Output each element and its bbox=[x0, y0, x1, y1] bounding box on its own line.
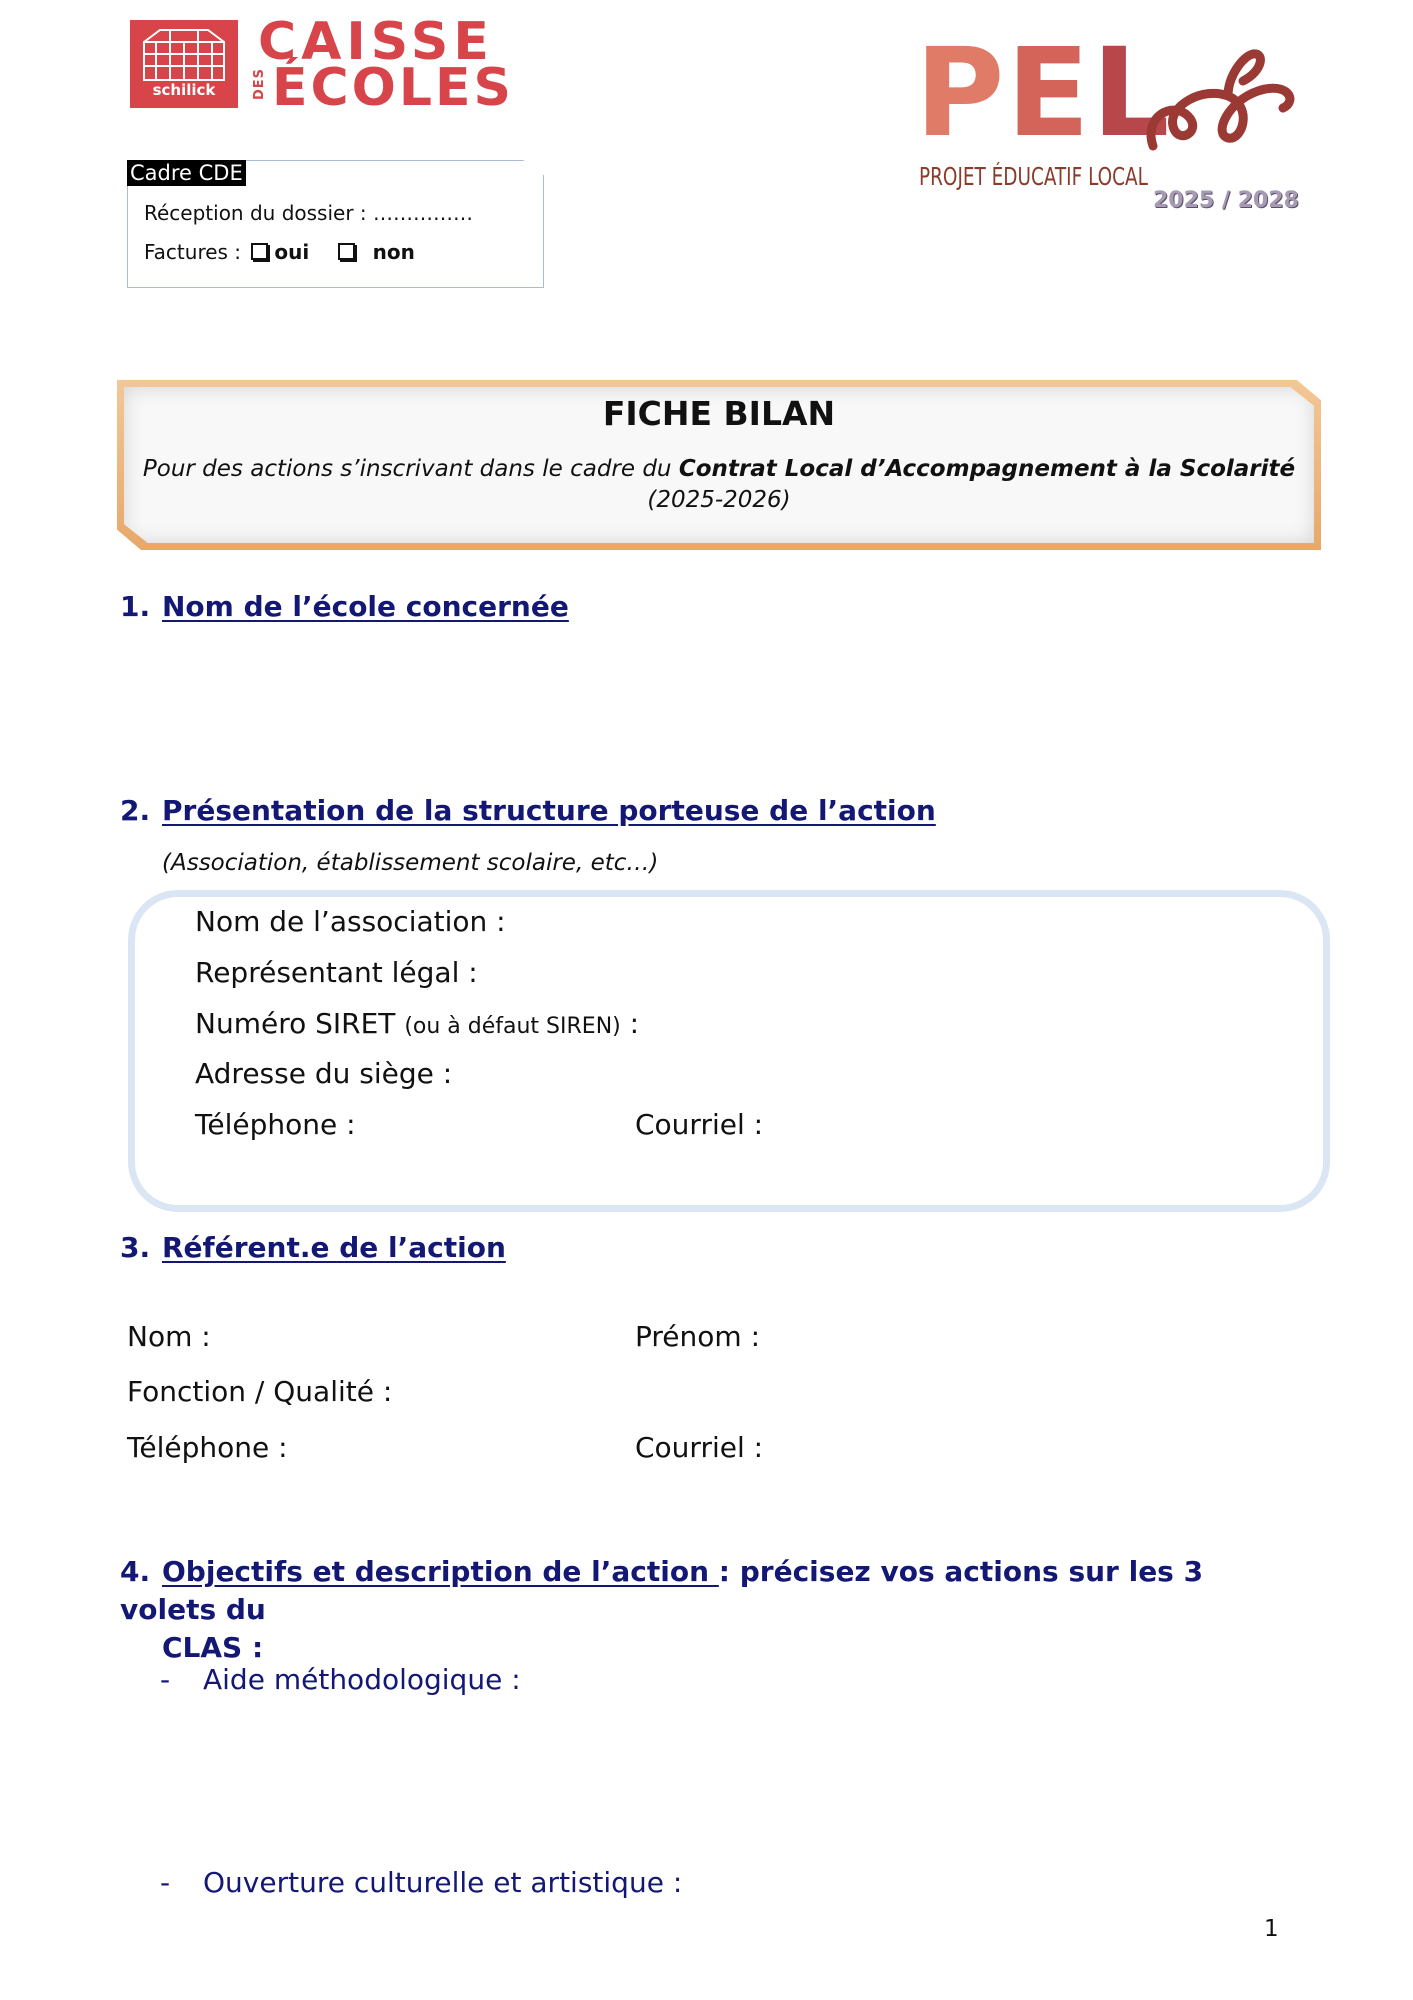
referent-prenom: Prénom : bbox=[635, 1320, 761, 1353]
option-non-label: non bbox=[372, 240, 415, 264]
reception-line: Réception du dossier : …………… bbox=[144, 201, 474, 225]
field-legal-rep: Représentant légal : bbox=[195, 956, 478, 989]
school-building-icon bbox=[140, 26, 228, 82]
cadre-cde-label: Cadre CDE bbox=[127, 160, 246, 186]
swirl-icon bbox=[1133, 46, 1303, 156]
section-3-heading bbox=[120, 1231, 506, 1264]
bullet-aide-methodologique: - Aide méthodologique : bbox=[160, 1663, 521, 1696]
section-4-number: 4. bbox=[120, 1555, 151, 1588]
page-title: FICHE BILAN bbox=[602, 394, 836, 433]
banner-years: (2025-2026) bbox=[647, 487, 791, 513]
field-association-name: Nom de l’association : bbox=[195, 905, 506, 938]
section-4-title-rest: : précisez vos actions sur les 3 volets du bbox=[120, 1555, 1204, 1626]
cde-badge-text: schilick bbox=[152, 81, 216, 99]
caisse-des-ecoles-logo bbox=[130, 12, 545, 118]
section-1-number: 1. bbox=[120, 590, 151, 623]
page-number: 1 bbox=[1264, 1916, 1279, 1942]
checkbox-oui[interactable] bbox=[251, 243, 268, 260]
section-4-title: Objectifs et description de l’action bbox=[162, 1555, 719, 1588]
field-phone: Téléphone : bbox=[195, 1108, 356, 1141]
pel-years: 2025 / 2028 bbox=[1153, 188, 1299, 213]
cde-logo-badge bbox=[130, 20, 238, 108]
siret-colon: : bbox=[629, 1007, 640, 1040]
banner-subtitle bbox=[117, 454, 1321, 516]
referent-phone: Téléphone : bbox=[127, 1431, 288, 1464]
cde-logo-des: DES bbox=[252, 67, 267, 100]
section-2-heading bbox=[120, 794, 936, 827]
referent-nom: Nom : bbox=[127, 1320, 211, 1353]
association-box bbox=[128, 890, 1330, 1212]
referent-fonction: Fonction / Qualité : bbox=[127, 1375, 393, 1408]
pel-letter-p: P bbox=[915, 22, 1007, 164]
pel-letter-e: E bbox=[1006, 22, 1092, 164]
field-email: Courriel : bbox=[635, 1108, 764, 1141]
bullet-label: Ouverture culturelle et artistique : bbox=[203, 1866, 683, 1899]
pel-letter-l: L bbox=[1091, 22, 1172, 164]
section-2-title: Présentation de la structure porteuse de l’action bbox=[162, 794, 936, 827]
section-4-title-rest-2: CLAS : bbox=[162, 1631, 264, 1664]
section-2-number: 2. bbox=[120, 794, 151, 827]
cde-logo-line1: CAISSE bbox=[258, 12, 494, 72]
section-3-number: 3. bbox=[120, 1231, 151, 1264]
section-2-note: (Association, établissement scolaire, etc…) bbox=[162, 850, 659, 876]
bullet-label: Aide méthodologique : bbox=[203, 1663, 521, 1696]
referent-email: Courriel : bbox=[635, 1431, 764, 1464]
field-address: Adresse du siège : bbox=[195, 1057, 453, 1090]
pel-subtitle: PROJET ÉDUCATIF LOCAL bbox=[919, 162, 1148, 191]
section-1-title: Nom de l’école concernée bbox=[162, 590, 569, 623]
banner-subtitle-bold: Contrat Local d’Accompagnement à la Scolarité bbox=[678, 456, 1296, 482]
section-1-heading bbox=[120, 590, 569, 623]
section-3-title: Référent.e de l’action bbox=[162, 1231, 506, 1264]
bullet-ouverture-culturelle: - Ouverture culturelle et artistique : bbox=[160, 1866, 683, 1899]
section-4-heading bbox=[120, 1553, 1300, 1667]
siret-note: (ou à défaut SIREN) bbox=[404, 1014, 621, 1039]
checkbox-non[interactable] bbox=[338, 243, 355, 260]
cde-logo-line2: ÉCOLES bbox=[272, 58, 514, 118]
field-siret bbox=[195, 1007, 639, 1040]
factures-line bbox=[144, 240, 415, 264]
pel-logo bbox=[915, 22, 1315, 220]
factures-label: Factures : bbox=[144, 240, 242, 264]
option-oui-label: oui bbox=[274, 240, 310, 264]
banner-subtitle-prefix: Pour des actions s’inscrivant dans le cadre du bbox=[142, 456, 679, 482]
siret-label: Numéro SIRET bbox=[195, 1007, 396, 1040]
